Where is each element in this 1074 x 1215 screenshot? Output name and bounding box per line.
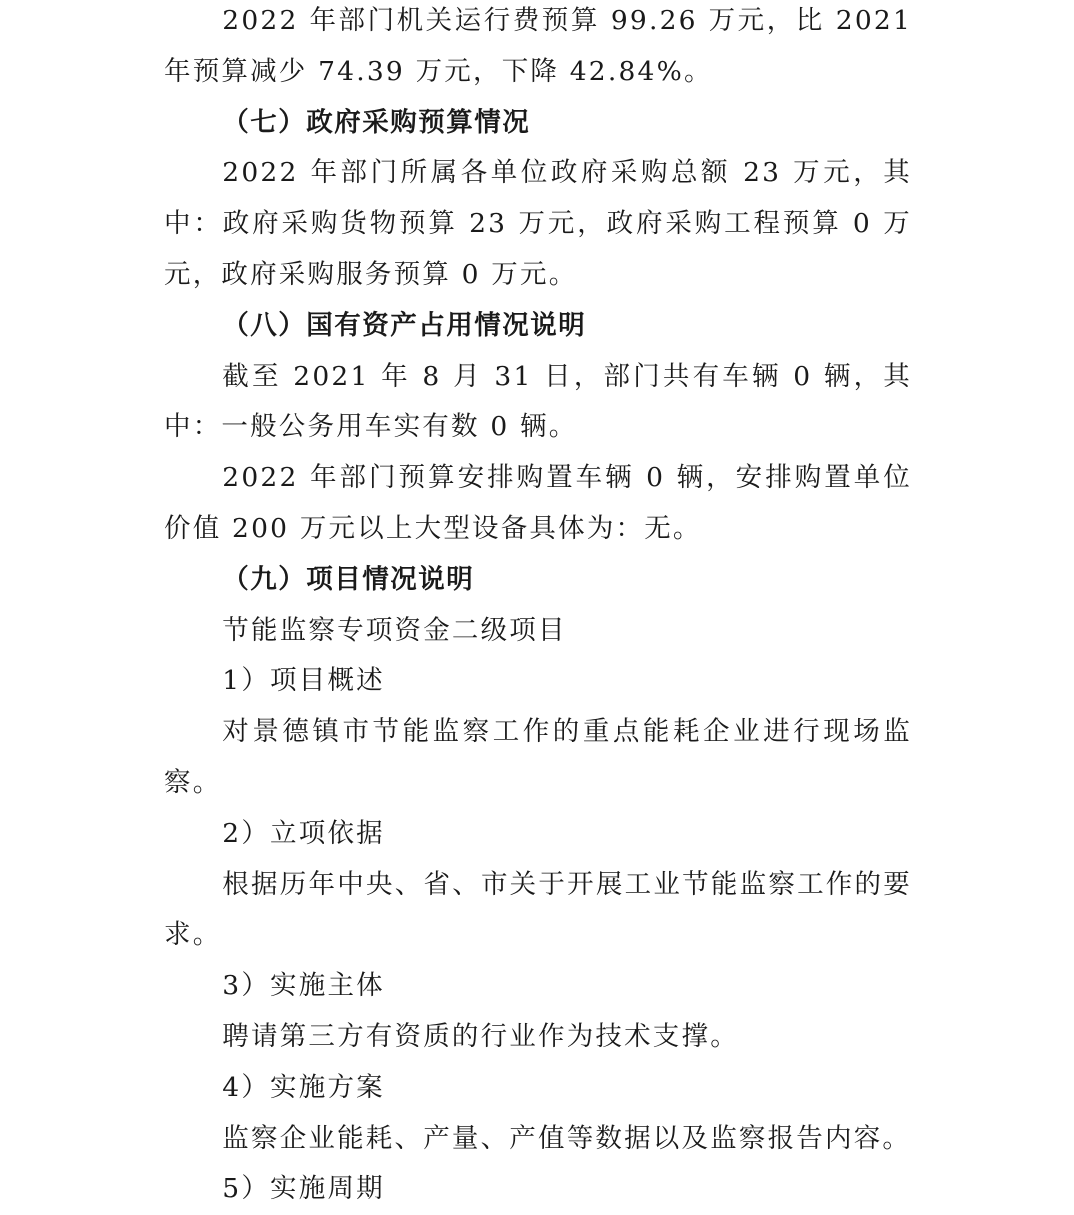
section-heading-procurement: （七）政府采购预算情况 (222, 106, 531, 138)
subheading-period: 5）实施周期 (222, 1173, 385, 1205)
paragraph-vehicle-purchase: 2022 年部门预算安排购置车辆 0 辆，安排购置单位价值 200 万元以上大型设备具体为：无。 (164, 462, 912, 544)
paragraph-entity: 聘请第三方有资质的行业作为技术支撑。 (222, 1020, 739, 1052)
section-heading-projects: （九）项目情况说明 (222, 563, 475, 595)
paragraph-overview: 对景德镇市节能监察工作的重点能耗企业进行现场监察。 (164, 716, 912, 798)
document-body (164, 0, 912, 1215)
paragraph-basis: 根据历年中央、省、市关于开展工业节能监察工作的要求。 (164, 868, 912, 951)
subheading-overview: 1）项目概述 (222, 665, 385, 697)
subheading-plan: 4）实施方案 (222, 1071, 385, 1103)
paragraph-vehicles: 截至 2021 年 8 月 31 日，部门共有车辆 0 辆，其中：一般公务用车实有数 0 辆。 (164, 360, 912, 443)
section-heading-assets: （八）国有资产占用情况说明 (222, 309, 587, 341)
subheading-basis: 2）立项依据 (222, 817, 385, 849)
paragraph-plan: 监察企业能耗、产量、产值等数据以及监察报告内容。 (222, 1122, 912, 1154)
project-title: 节能监察专项资金二级项目 (222, 614, 567, 646)
subheading-entity: 3）实施主体 (222, 970, 385, 1002)
paragraph-procurement: 2022 年部门所属各单位政府采购总额 23 万元，其中：政府采购货物预算 23 万元，政府采购工程预算 0 万元，政府采购服务预算 0 万元。 (164, 157, 912, 290)
paragraph-operating-budget: 2022 年部门机关运行费预算 99.26 万元，比 2021 年预算减少 74.39 万元，下降 42.84%。 (164, 5, 912, 87)
